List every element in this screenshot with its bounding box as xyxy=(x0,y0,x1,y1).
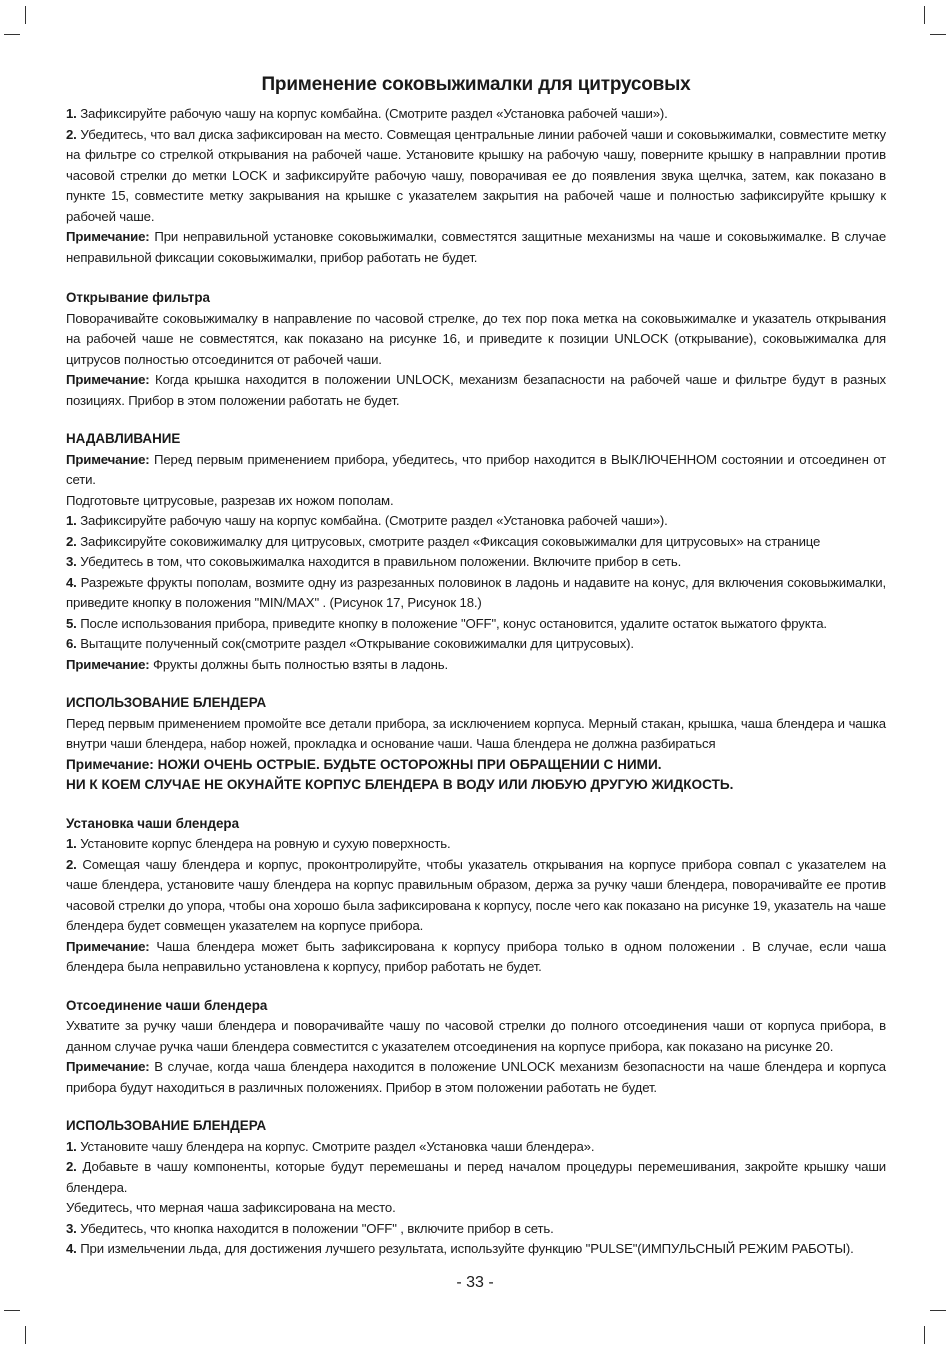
item-text: Вытащите полученный сок(смотрите раздел «Открывание соковижималки для цитрусовых). xyxy=(76,636,634,651)
item-number: 6. xyxy=(66,636,77,651)
item-number: 3. xyxy=(66,554,77,569)
item-text: Зафиксируйте рабочую чашу на корпус комбайна. (Смотрите раздел «Установка рабочей чаши»). xyxy=(76,513,668,528)
crop-mark-bottom-right-v xyxy=(924,1326,925,1344)
paragraph xyxy=(66,855,886,937)
item-text: Когда крышка находится в положении UNLOCK, механизм безапасности на рабочей чаше и фильтре будут в разных позициях. Прибор в этом положении работать не будет. xyxy=(66,372,886,408)
section-bowl-detach xyxy=(66,996,886,1099)
item-number: 2. xyxy=(66,126,77,142)
paragraph xyxy=(66,834,886,855)
crop-mark-top-right-v xyxy=(924,6,925,24)
section-pressing xyxy=(66,429,886,675)
item-text: В случае, когда чаша блендера находится в положение UNLOCK механизм безопасности на чаше блендера и корпуса прибора будут находиться в различных положениях. Прибор в этом положении работать не будет. xyxy=(66,1059,886,1095)
note-paragraph xyxy=(66,450,886,491)
item-number: 3. xyxy=(66,1220,77,1236)
paragraph xyxy=(66,1157,886,1198)
item-text: Поворачивайте соковыжималку в направление по часовой стрелке, до тех пор пока метка на соковыжималке и указатель открывания на рабочей чаше не совместятся, как показано на рисунке 16, и приведите к позиции UNLOCK (открывание), соковыжималка для цитрусов полностью отсоединится от рабочей чаши. xyxy=(66,310,886,367)
section-blender-use-2 xyxy=(66,1116,886,1260)
item-text: Убедитесь в том, что соковыжималка находится в правильном положении. Включите прибор в сеть. xyxy=(76,554,682,569)
crop-mark-bottom-left-h xyxy=(4,1310,20,1311)
item-text: Добавьте в чашу компоненты, которые будут перемешаны и перед началом процедуры перемешивания, закройте крышку чаши блендера. xyxy=(66,1159,886,1195)
paragraph xyxy=(66,1198,886,1219)
item-number: 2. xyxy=(66,533,77,549)
item-number: 4. xyxy=(66,574,77,590)
item-number: 1. xyxy=(66,836,77,851)
page-number: - 33 - xyxy=(456,1274,494,1291)
section-heading: Установка чаши блендера xyxy=(66,815,240,831)
paragraph xyxy=(66,573,886,614)
item-number: 5. xyxy=(66,615,77,631)
paragraph xyxy=(66,1137,886,1158)
item-text: Установите корпус блендера на ровную и сухую поверхность. xyxy=(76,836,451,851)
section-filter-opening xyxy=(66,288,886,411)
paragraph xyxy=(66,104,886,125)
crop-mark-bottom-right-h xyxy=(930,1310,946,1311)
paragraph xyxy=(66,1239,886,1260)
paragraph xyxy=(66,614,886,635)
paragraph xyxy=(66,125,886,228)
item-text: Перед первым применением прибора, убедитесь, что прибор находится в ВЫКЛЮЧЕННОМ состоянии и отсоединен от сети. xyxy=(66,451,886,487)
section-blender-use xyxy=(66,693,886,796)
note-label: Примечание: xyxy=(66,451,150,467)
section-bowl-install xyxy=(66,814,886,978)
paragraph xyxy=(66,491,886,512)
section-heading: ИСПОЛЬЗОВАНИЕ БЛЕНДЕРА xyxy=(66,1118,267,1133)
item-text: Зафиксируйте соковижималку для цитрусовых, смотрите раздел «Фиксация соковыжималки для цитрусовых» на странице xyxy=(76,533,821,549)
item-number: 1. xyxy=(66,513,77,528)
crop-mark-top-left-h xyxy=(4,34,20,35)
section-heading: ИСПОЛЬЗОВАНИЕ БЛЕНДЕРА xyxy=(66,695,267,710)
paragraph xyxy=(66,309,886,371)
note-label: Примечание: xyxy=(66,656,150,672)
item-number: 2. xyxy=(66,1159,77,1174)
paragraph xyxy=(66,714,886,755)
note-paragraph xyxy=(66,937,886,978)
paragraph xyxy=(66,1219,886,1240)
page-title: Применение соковыжималки для цитрусовых xyxy=(261,74,691,95)
crop-mark-top-left-v xyxy=(25,6,26,24)
item-number: 1. xyxy=(66,1138,77,1154)
item-text: Сомещая чашу блендера и корпус, проконтролируйте, чтобы указатель открывания на корпусе прибора совпал с указателем на чаше блендера, установите чашу блендера на корпус правильным образом, держа за ручку чаши блендера, поворачивайте ее против часовой стрелки до упора, чтобы она хорошо была зафиксирована к корпусу, после чего как показано на рисунке 19, указатель на чаше блендера будет совмещен указателем на корпусе прибора. xyxy=(66,856,886,933)
item-text: Установите чашу блендера на корпус. Смотрите раздел «Установка чаши блендера». xyxy=(76,1138,595,1154)
note-paragraph xyxy=(66,1057,886,1098)
paragraph xyxy=(66,532,886,553)
note-label: Примечание: xyxy=(66,372,150,387)
note-paragraph xyxy=(66,655,886,676)
note-label: Примечание: xyxy=(66,229,150,244)
item-number: 2. xyxy=(66,856,77,872)
item-text: Ухватите за ручку чаши блендера и поворачивайте чашу по часовой стрелки до полного отсоединения чаши от корпуса прибора, в данном случае ручка чаши блендера совместится с указателем отсоединения на корпусе прибора, как показано на рисунке 20. xyxy=(66,1018,886,1054)
paragraph xyxy=(66,634,886,655)
item-text: Убедитесь, что кнопка находится в положении "OFF" , включите прибор в сеть. xyxy=(76,1220,554,1236)
crop-mark-top-right-h xyxy=(930,34,946,35)
warning-text: НИ К КОЕМ СЛУЧАЕ НЕ ОКУНАЙТЕ КОРПУС БЛЕНДЕРА В ВОДУ ИЛИ ЛЮБУЮ ДРУГУЮ ЖИДКОСТЬ. xyxy=(66,777,734,792)
paragraph xyxy=(66,1016,886,1057)
item-number: 1. xyxy=(66,106,77,121)
item-text: Подготовьте цитрусовые, разрезав их ножом пополам. xyxy=(66,492,394,508)
item-text: Перед первым применением промойте все детали прибора, за исключением корпуса. Мерный стакан, крышка, чаша блендера и чашка внутри чаши блендера, набор ножей, прокладка и основание чаши. Чаша блендера не должна разбираться xyxy=(66,715,886,751)
warning-text: Примечание: НОЖИ ОЧЕНЬ ОСТРЫЕ. БУДЬТЕ ОСТОРОЖНЫ ПРИ ОБРАЩЕНИИ С НИМИ. xyxy=(66,756,662,772)
note-label: Примечание: xyxy=(66,938,150,954)
document-page xyxy=(66,74,886,1260)
section-heading: Отсоединение чаши блендера xyxy=(66,997,268,1013)
section-heading: Открывание фильтра xyxy=(66,290,210,305)
item-text: Разрежьте фрукты пополам, возмите одну из разрезанных половинок в ладонь и надавите на конус, для включения соковыжималки, приведите кнопку в положения "MIN/MAX" . (Рисунок 17, Рисунок 18.) xyxy=(66,574,886,610)
item-text: Зафиксируйте рабочую чашу на корпус комбайна. (Смотрите раздел «Установка рабочей чаши»). xyxy=(76,106,668,121)
item-text: При измельчении льда, для достижения лучшего результата, используйте функцию "PULSE"(ИМПУЛЬСНЫЙ РЕЖИМ РАБОТЫ). xyxy=(76,1241,854,1256)
section-heading: НАДАВЛИВАНИЕ xyxy=(66,431,181,446)
item-number: 4. xyxy=(66,1241,77,1256)
item-text: Убедитесь, что мерная чаша зафиксирована на место. xyxy=(66,1200,396,1215)
note-label: Примечание: xyxy=(66,1059,150,1074)
paragraph xyxy=(66,552,886,573)
intro-section xyxy=(66,104,886,268)
crop-mark-bottom-left-v xyxy=(25,1326,26,1344)
item-text: Фрукты должны быть полностью взяты в ладонь. xyxy=(149,656,448,672)
item-text: При неправильной установке соковыжималки, совместятся защитные механизмы на чаше и соковыжималке. В случае неправильной фиксации соковыжималки, прибор работать не будет. xyxy=(66,229,886,265)
item-text: После использования прибора, приведите кнопку в положение "OFF", конус остановится, удалите остаток выжатого фрукта. xyxy=(76,615,827,631)
item-text: Чаша блендера может быть зафиксирована к корпусу прибора только в одном положении . В случае, если чаша блендера была неправильно установлена к корпусу, прибор работать не будет. xyxy=(66,938,886,974)
note-paragraph xyxy=(66,227,886,268)
paragraph xyxy=(66,511,886,532)
item-text: Убедитесь, что вал диска зафиксирован на место. Совмещая центральные линии рабочей чаши и соковыжималки, совместите метку на фильтре со стрелкой открывания на рабочей чаше. Установите крышку на рабочую чашу, поверните крышку в направлнии против часовой стрелки до метки LOCK и зафиксируйте рабочую чашу, поворачивая ее до появления звука щелчка, затем, как показано в пункте 15, совместите метку закрывания на крышке с указателем закрытия на рабочей чаше и полностью зафиксируйте крышку к рабочей чаше. xyxy=(66,126,886,224)
note-paragraph xyxy=(66,370,886,411)
